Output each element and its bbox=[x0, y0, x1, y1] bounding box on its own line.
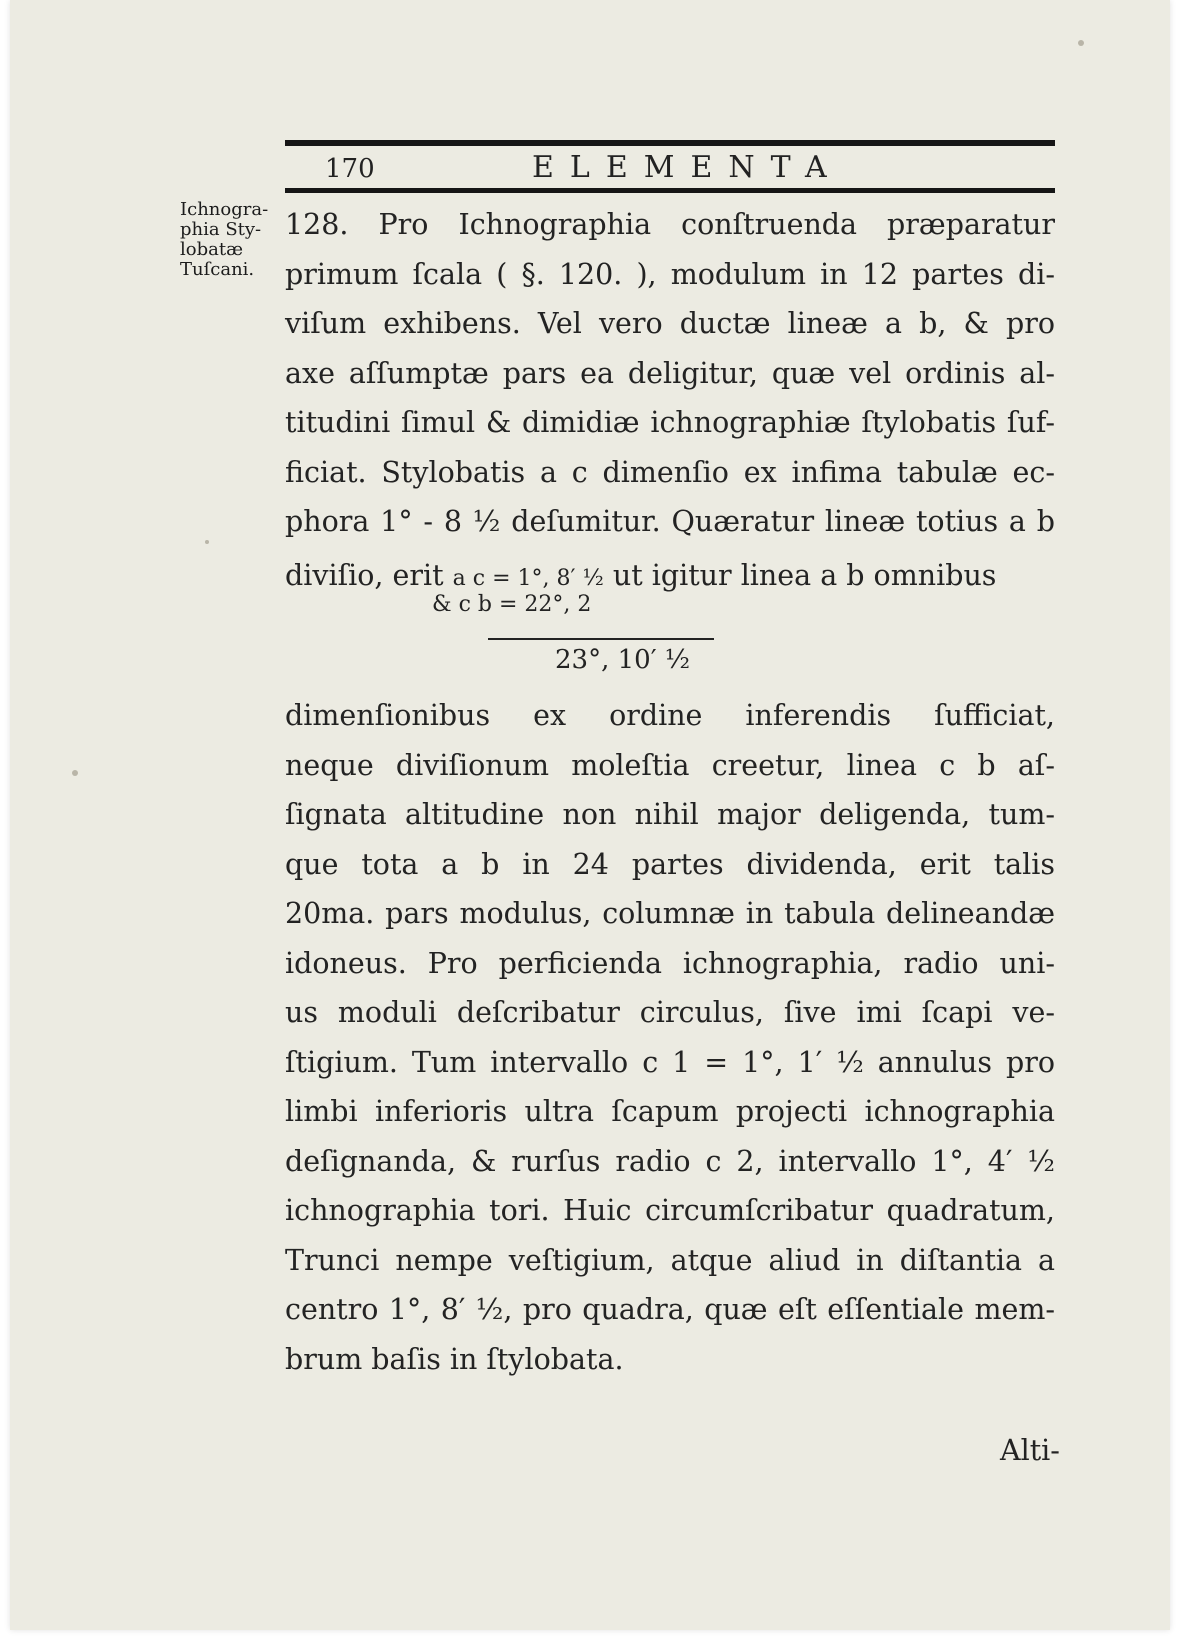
paper-spot bbox=[205, 540, 209, 544]
text-line-last: brum baſis in ſtylobata. bbox=[285, 1342, 624, 1376]
text-line: neque diviſionum moleſtia creetur, linea c b aſ- bbox=[285, 748, 1055, 782]
header-rule-top bbox=[285, 140, 1055, 146]
margin-note-line: lobatæ bbox=[180, 239, 243, 260]
page-header bbox=[285, 140, 1055, 192]
text-line: ſtigium. Tum intervallo c 1 = 1°, 1′ ½ annulus pro bbox=[285, 1045, 1055, 1079]
formula-sum: 23°, 10′ ½ bbox=[555, 645, 691, 675]
margin-note-line: phia Sty- bbox=[180, 219, 262, 240]
formula-sum-rule bbox=[488, 638, 714, 640]
text-line: dimenſionibus ex ordine inferendis ſufficiat, bbox=[285, 699, 1055, 732]
formula-line bbox=[285, 556, 996, 599]
paragraph-128-part-1 bbox=[285, 200, 1055, 547]
formula-tail: ut igitur linea a b omnibus bbox=[612, 559, 997, 592]
margin-note-line: Ichnogra- bbox=[180, 199, 269, 220]
formula-cb: & c b = 22°, 2 bbox=[432, 592, 592, 617]
page-number: 170 bbox=[325, 154, 375, 184]
paper-spot bbox=[1078, 40, 1084, 46]
text-line: primum ſcala ( §. 120. ), modulum in 12 partes di- bbox=[285, 257, 1055, 291]
text-line: titudini ſimul & dimidiæ ichnographiæ ſtylobatis ſuf- bbox=[285, 406, 1055, 439]
text-line: ichnographia tori. Huic circumſcribatur quadratum, bbox=[285, 1194, 1055, 1227]
text-line: idoneus. Pro perficienda ichnographia, radio uni- bbox=[285, 946, 1055, 980]
paper-spot bbox=[72, 770, 78, 776]
catchword: Alti- bbox=[1000, 1434, 1060, 1467]
margin-note-line: Tuſcani. bbox=[180, 259, 255, 280]
formula-lead: diviſio, erit bbox=[285, 559, 444, 592]
text-line: viſum exhibens. Vel vero ductæ lineæ a b, & pro bbox=[285, 307, 1055, 340]
text-line: 20ma. pars modulus, columnæ in tabula delineandæ bbox=[285, 897, 1055, 930]
paragraph-128-part-2 bbox=[285, 691, 1055, 1384]
running-title: ELEMENTA bbox=[532, 150, 843, 185]
header-rule-bottom bbox=[285, 188, 1055, 193]
text-line: limbi inferioris ultra ſcapum projecti ichnographia bbox=[285, 1095, 1055, 1128]
text-line: axe aſſumptæ pars ea deligitur, quæ vel ordinis al- bbox=[285, 356, 1055, 390]
margin-note bbox=[180, 200, 280, 280]
text-line: ſignata altitudine non nihil major deligenda, tum- bbox=[285, 798, 1055, 831]
text-line: que tota a b in 24 partes dividenda, erit talis bbox=[285, 847, 1055, 881]
text-line: ficiat. Stylobatis a c dimenſio ex infima tabulæ ec- bbox=[285, 455, 1055, 489]
text-line: phora 1° - 8 ½ deſumitur. Quæratur lineæ totius a b bbox=[285, 505, 1055, 538]
text-line: Trunci nempe veſtigium, atque aliud in diſtantia a bbox=[285, 1243, 1055, 1277]
formula-ac: a c = 1°, 8′ ½ bbox=[452, 566, 604, 591]
text-line: deſignanda, & rurſus radio c 2, intervallo 1°, 4′ ½ bbox=[285, 1144, 1055, 1178]
text-line: us moduli deſcribatur circulus, ſive imi ſcapi ve- bbox=[285, 996, 1055, 1029]
text-line: centro 1°, 8′ ½, pro quadra, quæ eſt eſſentiale mem- bbox=[285, 1293, 1055, 1326]
text-line: 128. Pro Ichnographia conſtruenda præparatur bbox=[285, 208, 1055, 241]
